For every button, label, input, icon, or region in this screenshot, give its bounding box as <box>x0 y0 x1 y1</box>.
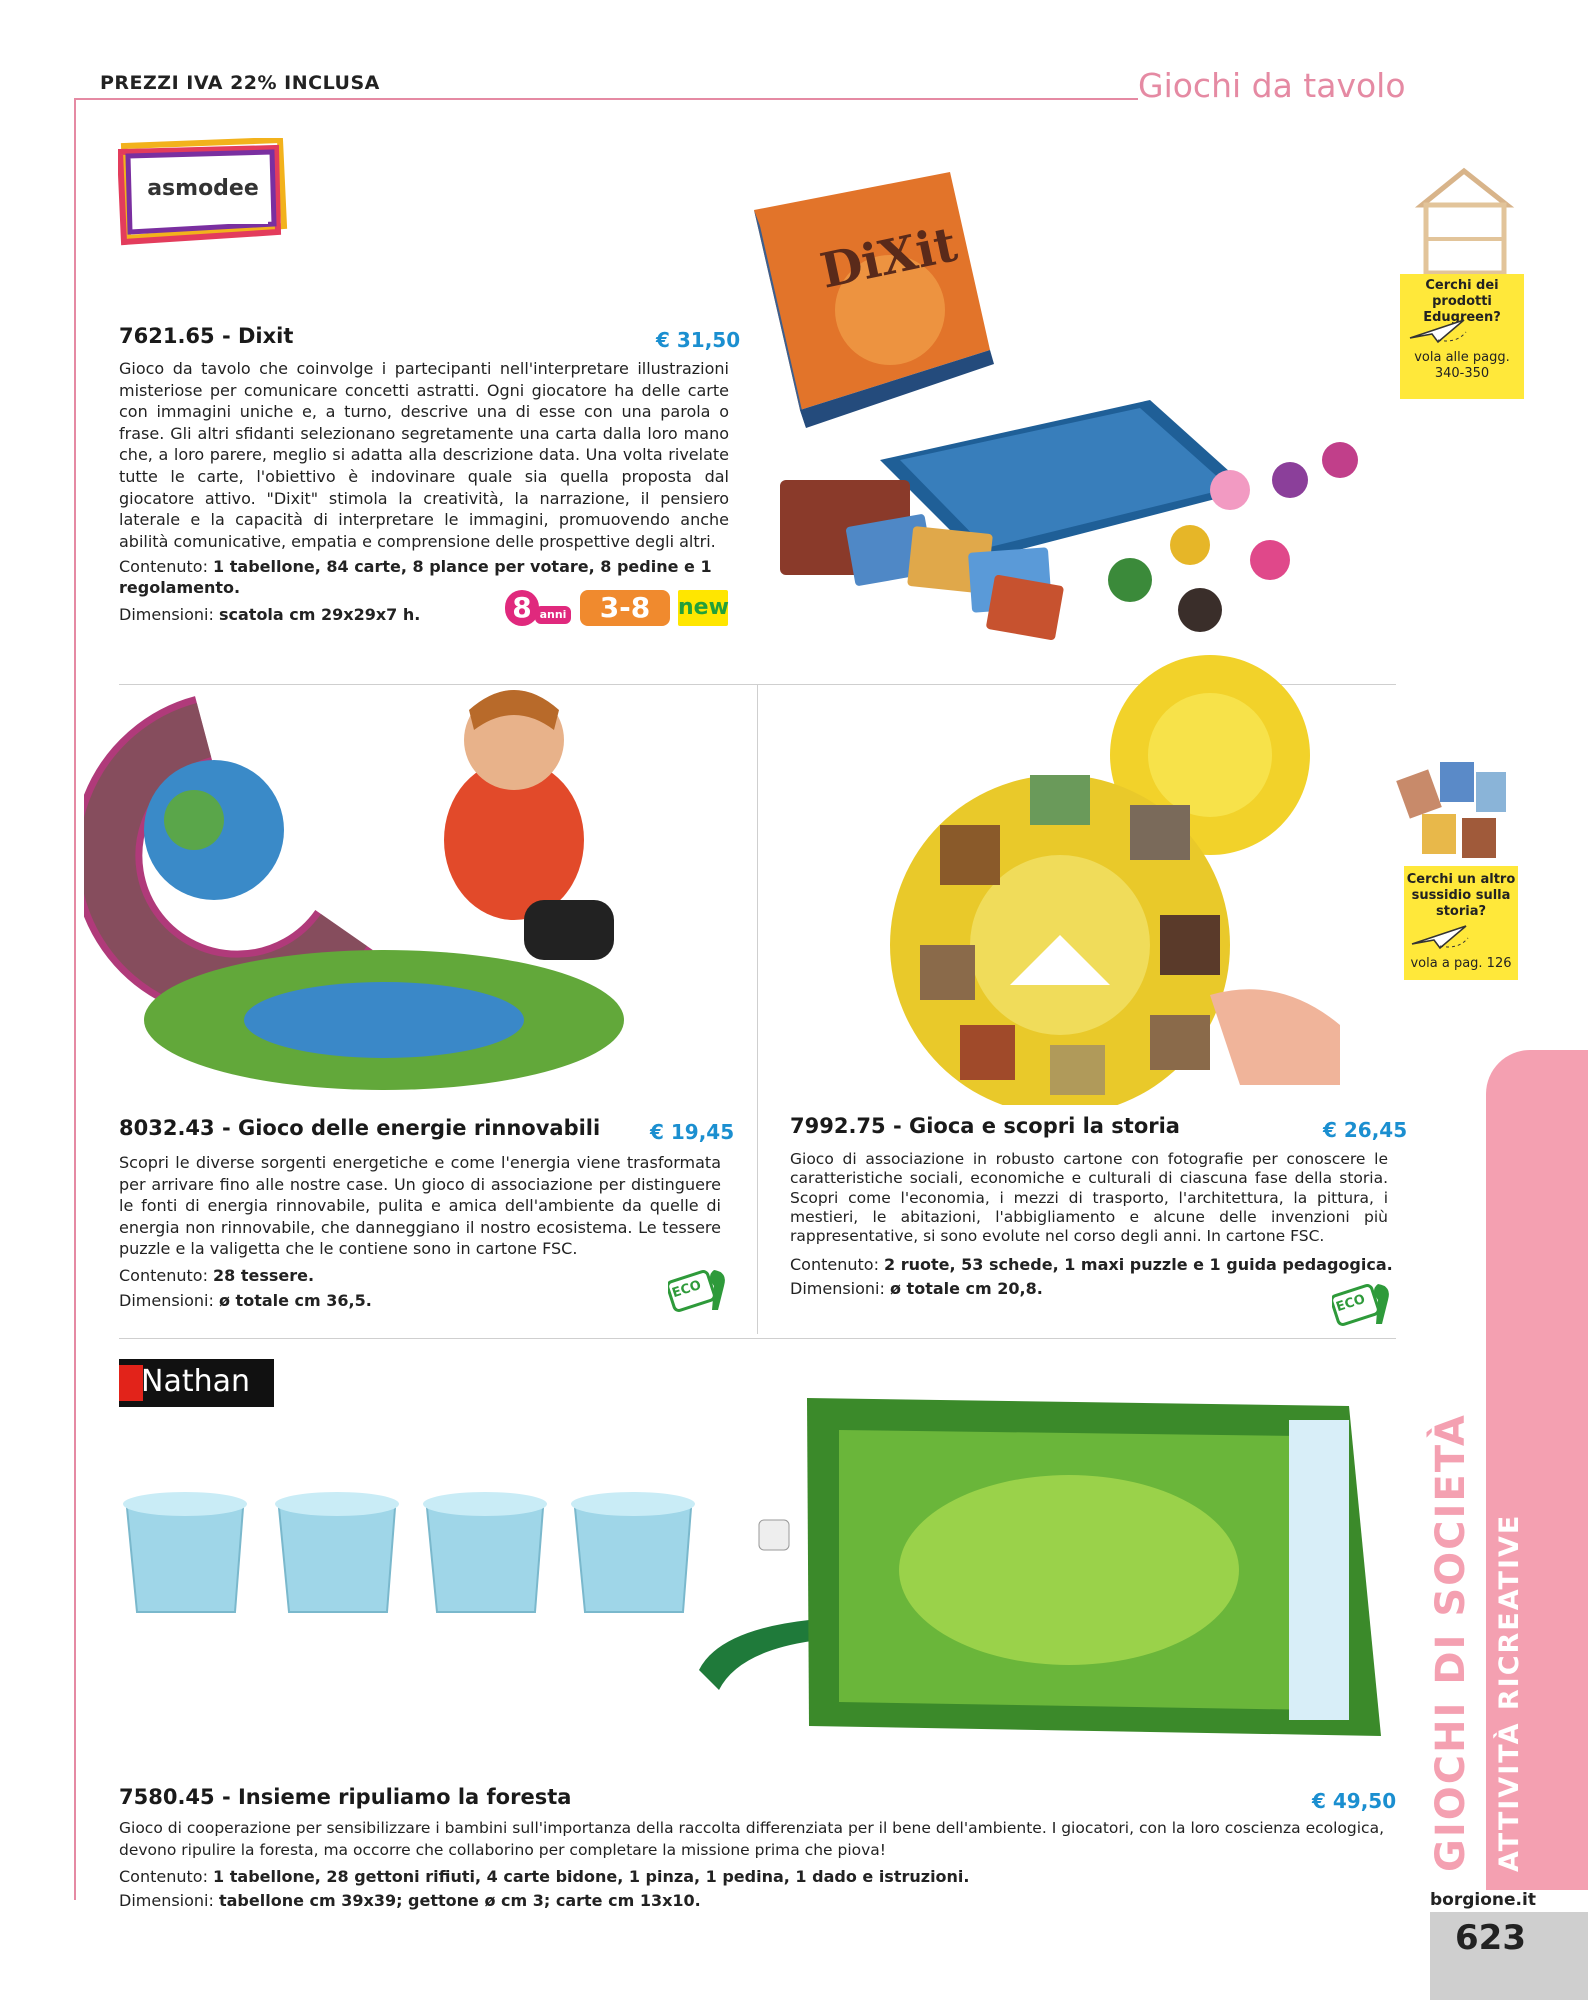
history-link[interactable]: vola a pag. 126 <box>1410 956 1512 971</box>
players-badge: 3-8 <box>580 590 670 626</box>
nathan-wordmark: Nathan <box>141 1364 250 1399</box>
asmodee-wordmark: asmodee <box>147 176 259 201</box>
edugreen-note[interactable] <box>1400 274 1524 399</box>
dims-label: Dimensioni: <box>119 1891 214 1910</box>
age-badge <box>505 590 573 626</box>
history-note[interactable] <box>1404 866 1518 980</box>
eco-label: ECO <box>1334 1291 1368 1316</box>
dixit-title: 7621.65 - Dixit <box>119 324 294 348</box>
dixit-description: Gioco da tavolo che coinvolge i partecipanti nell'interpretare illustrazioni misteriose per comunicare concetti astratti. Ogni giocatore ha delle carte con immagini uniche e, a turno, descrive una di esse con una parola o frase. Gli altri sfidanti selezionano segretamente una carta dalla loro mano che, a loro parere, meglio si adatta alla descrizione data. Una volta rivelate tutte le carte, l'obiettivo è indovinare quale sia quella proposta dal giocatore attivo. "Dixit" stimola la creatività, la narrazione, il pensiero laterale e la capacità di interpretare le immagini, promuovendo anche abilità comunicative, empatia e comprensione delle prospettive degli altri. <box>119 359 729 551</box>
history-cards-image <box>1392 758 1512 868</box>
section-title: Giochi da tavolo <box>1138 66 1406 105</box>
forest-dimensions <box>119 1890 701 1911</box>
eco-label: ECO <box>670 1277 704 1302</box>
history-product-image <box>880 655 1360 1105</box>
history-dimensions <box>790 1278 1043 1299</box>
dixit-price: € 31,50 <box>656 328 741 352</box>
edugreen-structure-image <box>1412 165 1517 275</box>
contents-value: 1 tabellone, 28 gettoni rifiuti, 4 carte bidone, 1 pinza, 1 pedina, 1 dado e istruzioni. <box>213 1867 970 1886</box>
history-illustration <box>880 655 1360 1105</box>
edugreen-link[interactable]: vola alle pagg. 340-350 <box>1414 350 1510 381</box>
contents-label: Contenuto: <box>119 1266 208 1285</box>
dixit-product-image <box>730 160 1395 670</box>
edugreen-question: Cerchi dei prodotti Edugreen? <box>1423 278 1501 325</box>
eco-badge <box>1332 1276 1394 1328</box>
contents-label: Contenuto: <box>790 1255 879 1274</box>
edugreen-thumbnail <box>1412 165 1517 275</box>
forest-price: € 49,50 <box>1312 1789 1397 1813</box>
forest-title: 7580.45 - Insieme ripuliamo la foresta <box>119 1785 572 1809</box>
dims-label: Dimensioni: <box>790 1279 885 1298</box>
vat-note: PREZZI IVA 22% INCLUSA <box>100 72 380 94</box>
site-url[interactable]: borgione.it <box>1430 1890 1536 1910</box>
page-number: 623 <box>1455 1918 1526 1958</box>
age-number: 8 <box>505 590 539 626</box>
contents-label: Contenuto: <box>119 557 208 576</box>
divider-2 <box>119 1338 1396 1339</box>
energy-illustration <box>84 670 754 1100</box>
side-category: GIOCHI DI SOCIETÀ <box>1428 1413 1474 1872</box>
forest-description: Gioco di cooperazione per sensibilizzare i bambini sull'importanza della raccolta differenziata per il bene dell'ambiente. I giocatori, con la loro coscienza ecologica, devono ripulire la foresta, ma occorre che collaborino per completare la missione prima che piova! <box>119 1819 1384 1859</box>
age-unit: anni <box>535 606 571 624</box>
dixit-dimensions <box>119 604 420 625</box>
eco-badge <box>668 1262 730 1314</box>
divider-vertical <box>757 684 758 1334</box>
new-badge: new <box>678 590 728 626</box>
forest-illustration <box>119 1390 1389 1750</box>
dixit-illustration <box>730 160 1395 670</box>
history-description: Gioco di associazione in robusto cartone con fotografie per conoscere le caratteristiche sociali, economiche e culturali di ciascuna fase della storia. Scopri come l'economia, i mezzi di trasporto, l'architettura, la pittura, i mestieri, le abitazioni, l'abbigliamento e alcune delle invenzioni più rappresentative, si sono evolute nel corso degli anni. In cartone FSC. <box>790 1150 1388 1246</box>
dims-label: Dimensioni: <box>119 1291 214 1310</box>
contents-label: Contenuto: <box>119 1867 208 1886</box>
energy-price: € 19,45 <box>650 1120 735 1144</box>
page-number-box <box>1430 1912 1588 2000</box>
history-thumbnail <box>1392 758 1512 868</box>
energy-product-image <box>84 670 754 1100</box>
dims-value: ø totale cm 36,5. <box>218 1291 372 1310</box>
header-rule <box>74 98 1138 100</box>
paper-plane-icon <box>1408 318 1468 349</box>
left-rule <box>74 98 76 1900</box>
history-question: Cerchi un altro sussidio sulla storia? <box>1406 872 1516 919</box>
forest-product-image <box>119 1390 1389 1750</box>
side-subcategory: ATTIVITÀ RICREATIVE <box>1494 1513 1525 1872</box>
history-title: 7992.75 - Gioca e scopri la storia <box>790 1114 1180 1138</box>
history-price: € 26,45 <box>1323 1118 1408 1142</box>
contents-value: 28 tessere. <box>213 1266 315 1285</box>
energy-contents <box>119 1265 314 1286</box>
history-contents <box>790 1254 1393 1275</box>
forest-contents <box>119 1866 970 1887</box>
energy-description: Scopri le diverse sorgenti energetiche e come l'energia viene trasformata per arrivare fino alle nostre case. Un gioco di associazione per distinguere le fonti di energia rinnovabile, pulita e amica dell'ambiente da quelle di energia non rinnovabile, che danneggiano il nostro ecosistema. Le tessere puzzle e la valigetta che le contiene sono in cartone FSC. <box>119 1153 721 1259</box>
dixit-box-logo: DiXit <box>815 216 962 300</box>
paper-plane-icon <box>1410 924 1470 955</box>
energy-title: 8032.43 - Gioco delle energie rinnovabili <box>119 1116 601 1140</box>
asmodee-logo <box>118 138 288 246</box>
dims-label: Dimensioni: <box>119 605 214 624</box>
contents-value: 1 tabellone, 84 carte, 8 plance per votare, 8 pedine e 1 regolamento. <box>119 557 712 597</box>
dims-value: ø totale cm 20,8. <box>889 1279 1043 1298</box>
dims-value: tabellone cm 39x39; gettone ø cm 3; carte cm 13x10. <box>218 1891 701 1910</box>
contents-value: 2 ruote, 53 schede, 1 maxi puzzle e 1 guida pedagogica. <box>884 1255 1393 1274</box>
dims-value: scatola cm 29x29x7 h. <box>218 605 421 624</box>
energy-dimensions <box>119 1290 372 1311</box>
